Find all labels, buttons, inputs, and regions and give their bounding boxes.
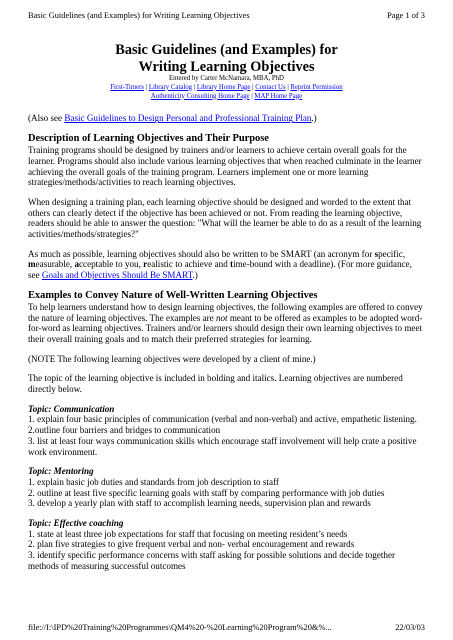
footer-date: 22/03/03	[395, 623, 425, 632]
footer-file-path: file://I:\IPD%20Training%20Programmes\QM4%20-%20Learning%20Program%20&%...	[28, 623, 332, 632]
paragraph-note: (NOTE The following learning objectives were developed by a client of mine.)	[28, 353, 316, 364]
topic-heading: Topic: Mentoring	[28, 466, 94, 477]
objective-item: 3. list at least four ways communication skills which encourage staff involvement will help crate a positive work environment.	[28, 435, 417, 457]
objective-item: 1. state at least three job expectations for staff that focusing on meeting resident’s needs	[28, 528, 348, 539]
paragraph-examples	[28, 302, 425, 345]
smart-letter-m: m	[28, 259, 36, 270]
smart-goals-link[interactable]: Goals and Objectives Should Be SMART	[41, 270, 193, 281]
page-content	[28, 42, 425, 572]
print-header	[28, 10, 425, 22]
nav-link-map-home[interactable]: MAP Home Page	[254, 92, 303, 100]
nav-links-row1	[28, 84, 425, 93]
header-page-number: Page 1 of 3	[387, 11, 425, 20]
paragraph-topic-intro: The topic of the learning objective is included in bolding and italics. Learning objectives are numbered directly below.	[28, 373, 403, 395]
also-see-prefix: (Also see	[28, 113, 65, 124]
objective-item: 1. explain four basic principles of communication (verbal and non-verbal) and active, empathetic listening.	[28, 414, 417, 425]
page-title-line2: Writing Learning Objectives	[138, 58, 315, 75]
smart-text: pecific,	[378, 248, 406, 259]
smart-text: ime-bound with a deadline). (For more guidance, see	[28, 259, 412, 281]
nav-link-first-timers[interactable]: First-Timers	[110, 83, 145, 91]
smart-letter-t: t	[230, 259, 234, 270]
smart-letter-a: a	[74, 259, 80, 270]
page-title	[28, 42, 425, 75]
paragraph-smart	[28, 249, 425, 281]
nav-link-authenticity-consulting[interactable]: Authenticity Consulting Home Page	[150, 92, 250, 100]
objective-item: 2. plan five strategies to give frequent verbal and non- verbal encouragement and rewards	[28, 539, 355, 550]
header-title: Basic Guidelines (and Examples) for Writing Learning Objectives	[28, 11, 250, 20]
section-heading-description: Description of Learning Objectives and Their Purpose	[28, 133, 269, 145]
also-see-suffix: .)	[311, 113, 317, 124]
page-title-line1: Basic Guidelines (and Examples) for	[115, 42, 338, 58]
training-plan-link[interactable]: Basic Guidelines to Design Personal and Professional Training Plan	[64, 113, 312, 124]
topic-block-coaching	[28, 518, 425, 572]
nav-separator: |	[287, 83, 289, 91]
paragraph-designing: When designing a training plan, each learning objective should be designed and worded to the extent that others can clearly detect if the objective has been achieved or not. From reading the learning objective, readers should be able to answer the question: "What will the learner be able to do as a result of the learning activities/methods/strategies?"	[28, 196, 422, 240]
objective-item: 2. outline at least five specific learning goals with staff by comparing performance with job duties	[28, 487, 385, 498]
nav-links-row2	[28, 93, 425, 102]
smart-letter-r: r	[143, 259, 148, 270]
nav-separator: |	[252, 83, 254, 91]
nav-link-contact-us[interactable]: Contact Us	[255, 83, 286, 91]
topic-heading: Topic: Effective coaching	[28, 518, 124, 529]
section-heading-examples: Examples to Convey Nature of Well-Written Learning Objectives	[28, 289, 318, 301]
emphasis-not: not	[215, 312, 228, 323]
paragraph-purpose: Training programs should be designed by trainers and/or learners to achieve certain overall goals for the learner. Programs should also include various learning objectives that when reached culminate in the learner achieving the overall goals of the training program. Learners implement one or more learning strategies/methods/activities to reach learning objectives.	[28, 145, 422, 188]
nav-link-library-home[interactable]: Library Home Page	[196, 83, 251, 91]
topic-block-communication	[28, 404, 425, 458]
nav-separator: |	[251, 92, 253, 100]
also-see-note	[28, 113, 425, 124]
objective-item: 3. identify specific performance concerns with staff asking for possible solutions and decide together methods of measuring successful outcomes	[28, 550, 396, 571]
examples-text: meant to be offered as examples to be adopted word-for-word as learning objectives. Trainers and/or learners should design their own learning objectives to meet their overall training goals and to match their preferred strategies for learning.	[28, 312, 423, 344]
smart-text: cceptable to you,	[79, 259, 144, 270]
print-footer	[28, 622, 425, 634]
nav-link-library-catalog[interactable]: Library Catalog	[148, 83, 193, 91]
objective-item: 2.outline four barriers and bridges to communication	[28, 425, 221, 436]
smart-text: As much as possible, learning objectives should also be written to be SMART (an acronym for	[28, 248, 375, 259]
smart-text: .)	[192, 270, 198, 281]
nav-separator: |	[193, 83, 196, 91]
topic-heading: Topic: Communication	[28, 403, 115, 414]
objective-item: 1. explain basic job duties and standards from job description to staff	[28, 476, 279, 487]
nav-separator: |	[145, 83, 148, 91]
examples-text: To help learners understand how to design learning objectives, the following examples are offered to convey the nature of learning objectives. The examples are	[28, 301, 423, 323]
topic-block-mentoring	[28, 466, 425, 509]
nav-link-reprint-permission[interactable]: Reprint Permission	[290, 83, 343, 91]
smart-text: easurable,	[35, 259, 75, 270]
objective-item: 3. develop a yearly plan with staff to accomplish learning needs, supervision plan and rewards	[28, 498, 371, 509]
byline: Entered by Carter McNamara, MBA, PhD	[169, 75, 284, 82]
smart-letter-s: s	[374, 248, 379, 259]
smart-text: ealistic to achieve and	[147, 259, 231, 270]
